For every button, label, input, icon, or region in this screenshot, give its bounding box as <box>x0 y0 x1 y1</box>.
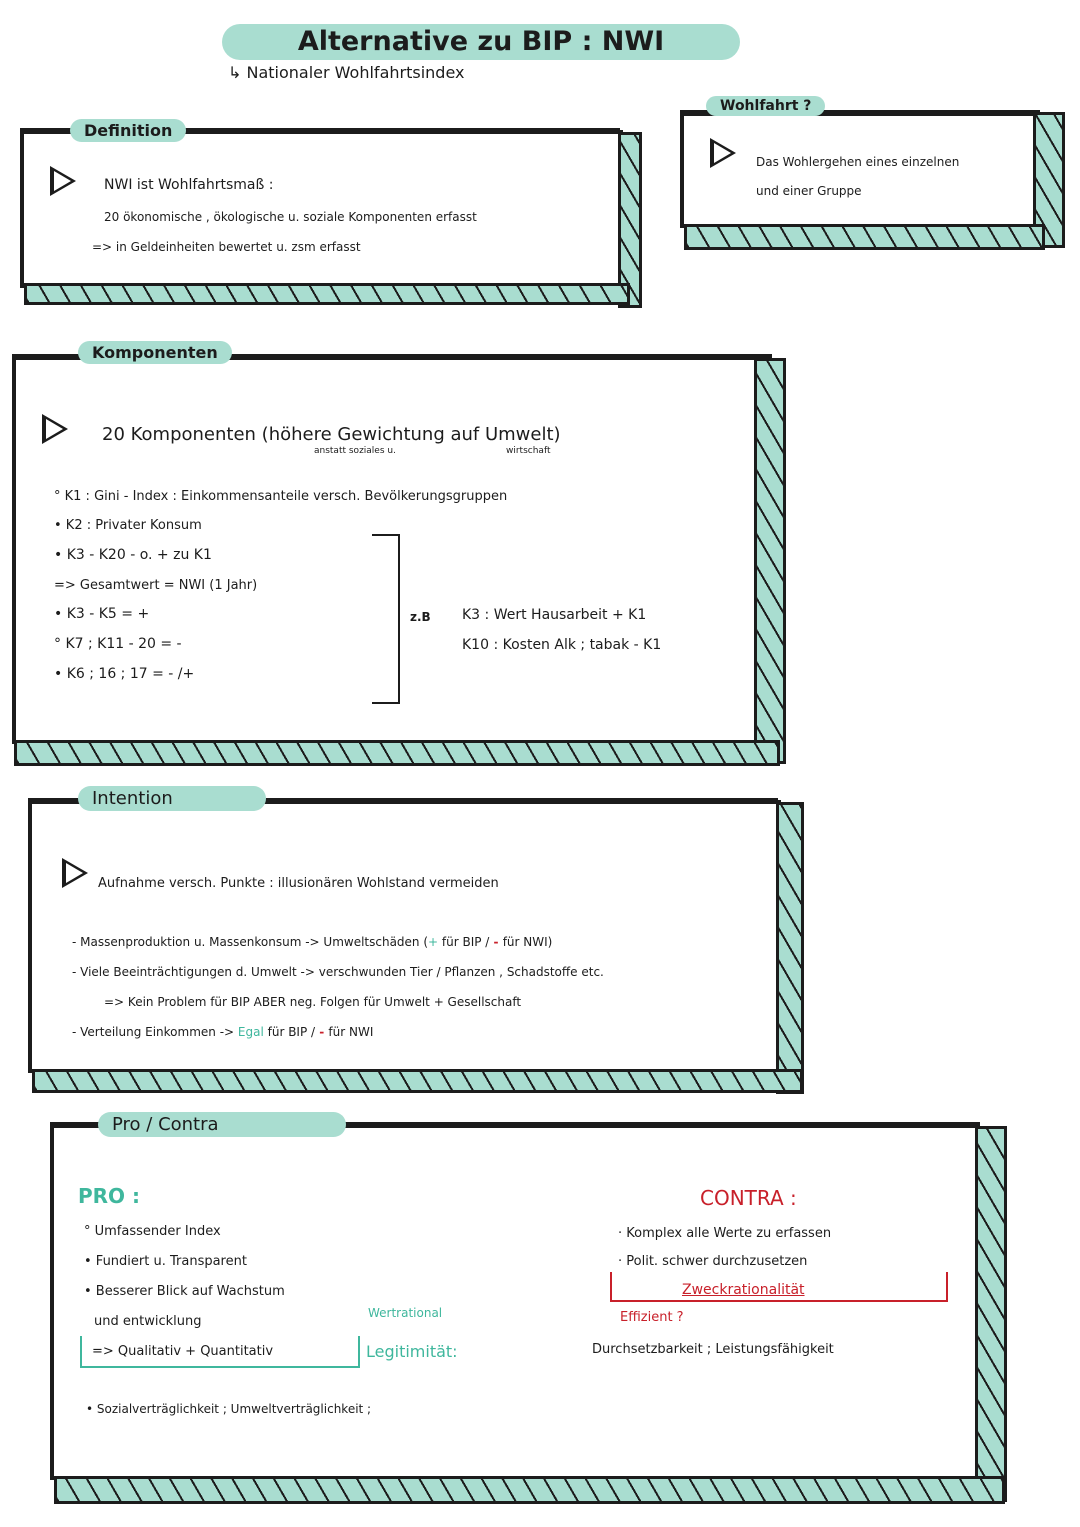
wertrational-note: Wertrational <box>368 1306 443 1320</box>
pro-summary: => Qualitativ + Quantitativ <box>92 1344 274 1359</box>
definition-box-bottom <box>24 283 630 305</box>
komponente-item: ° K1 : Gini - Index : Einkommensanteile versch. Bevölkerungsgruppen <box>54 489 508 504</box>
pro-title: PRO : <box>78 1184 141 1208</box>
definition-line1: NWI ist Wohlfahrtsmaß : <box>104 177 274 193</box>
komponenten-label: Komponenten <box>78 341 232 364</box>
intention-box-side <box>776 802 804 1094</box>
pro-bottom: • Sozialverträglichkeit ; Umweltverträglichkeit ; <box>86 1402 372 1416</box>
intention-line3: => Kein Problem für BIP ABER neg. Folgen für Umwelt + Gesellschaft <box>104 995 522 1009</box>
intention-line1: - Massenproduktion u. Massenkonsum -> Umweltschäden (+ für BIP / - für NWI) <box>72 935 553 949</box>
example-label: z.B <box>410 610 431 624</box>
contra-bottom: Durchsetzbarkeit ; Leistungsfähigkeit <box>592 1342 834 1357</box>
procontra-box <box>50 1124 980 1480</box>
pro-item: ° Umfassender Index <box>84 1224 221 1239</box>
komponenten-box-side <box>754 358 786 764</box>
intention-label: Intention <box>78 786 266 811</box>
komponente-item: • K3 - K5 = + <box>54 606 150 622</box>
intention-box-bottom <box>32 1069 803 1093</box>
komponenten-arrow-icon <box>42 414 68 444</box>
komponenten-heading: 20 Komponenten (höhere Gewichtung auf Umwelt) <box>102 424 561 445</box>
intention-heading: Aufnahme versch. Punkte : illusionären Wohlstand vermeiden <box>98 876 499 891</box>
komponenten-heading-note-right: wirtschaft <box>506 446 551 456</box>
komponente-item: ° K7 ; K11 - 20 = - <box>54 636 182 652</box>
komponente-item: • K6 ; 16 ; 17 = - /+ <box>54 666 195 682</box>
effizient-note: Effizient ? <box>620 1310 684 1325</box>
example-line2: K10 : Kosten Alk ; tabak - K1 <box>462 637 662 653</box>
zweckrationalitaet: Zweckrationalität <box>682 1282 805 1298</box>
contra-item: · Polit. schwer durchzusetzen <box>618 1254 808 1269</box>
komponente-item: • K3 - K20 - o. + zu K1 <box>54 547 212 563</box>
definition-line2: 20 ökonomische , ökologische u. soziale Komponenten erfasst <box>104 210 477 224</box>
wohlfahrt-label: Wohlfahrt ? <box>706 96 825 116</box>
definition-box-side <box>618 132 642 308</box>
contra-title: CONTRA : <box>700 1186 797 1210</box>
legitimitaet: Legitimität: <box>366 1342 458 1361</box>
komponenten-heading-note-left: anstatt soziales u. <box>314 446 396 456</box>
pro-item: • Fundiert u. Transparent <box>84 1254 247 1269</box>
wohlfahrt-line1: Das Wohlergehen eines einzelnen <box>756 155 960 169</box>
wohlfahrt-arrow-icon <box>710 138 736 168</box>
definition-line3: => in Geldeinheiten bewertet u. zsm erfasst <box>92 240 361 254</box>
page-subtitle: ↳ Nationaler Wohlfahrtsindex <box>228 63 465 82</box>
intention-arrow-icon <box>62 858 88 888</box>
example-line1: K3 : Wert Hausarbeit + K1 <box>462 607 647 623</box>
wohlfahrt-box-bottom <box>684 224 1045 250</box>
page-title: Alternative zu BIP : NWI <box>222 24 740 60</box>
procontra-box-side <box>975 1126 1007 1502</box>
komponente-item: => Gesamtwert = NWI (1 Jahr) <box>54 578 258 593</box>
intention-line4: - Verteilung Einkommen -> Egal für BIP / - für NWI <box>72 1025 374 1039</box>
pro-item: und entwicklung <box>94 1314 202 1329</box>
intention-line2: - Viele Beeinträchtigungen d. Umwelt -> verschwunden Tier / Pflanzen , Schadstoffe etc. <box>72 965 604 979</box>
definition-label: Definition <box>70 119 186 142</box>
procontra-box-bottom <box>54 1476 1005 1504</box>
wohlfahrt-box <box>680 112 1038 228</box>
contra-item: · Komplex alle Werte zu erfassen <box>618 1226 832 1241</box>
komponenten-box-bottom <box>14 740 780 766</box>
komponente-item: • K2 : Privater Konsum <box>54 518 202 533</box>
definition-arrow-icon <box>50 166 76 196</box>
pro-item: • Besserer Blick auf Wachstum <box>84 1284 285 1299</box>
procontra-label: Pro / Contra <box>98 1112 346 1137</box>
komponenten-bracket <box>372 534 400 704</box>
definition-box <box>20 130 623 288</box>
wohlfahrt-line2: und einer Gruppe <box>756 184 862 198</box>
